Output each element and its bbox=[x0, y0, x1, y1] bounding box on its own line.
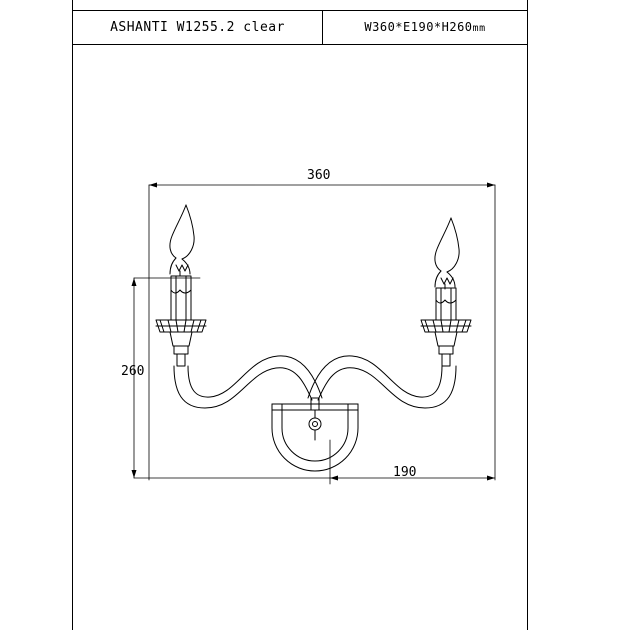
right-candle-assembly bbox=[421, 218, 471, 366]
height-dimension-label: 260 bbox=[121, 364, 145, 379]
center-backplate bbox=[272, 398, 358, 471]
left-candle-assembly bbox=[156, 205, 206, 366]
dimensions-unit: mm bbox=[472, 23, 486, 34]
model-name-cell: ASHANTI W1255.2 clear bbox=[110, 20, 285, 35]
dimensions-code: W360*E190*H260 bbox=[364, 20, 473, 34]
depth-dimension-label: 190 bbox=[393, 465, 417, 480]
dimension-lines bbox=[132, 183, 496, 485]
curved-arms bbox=[174, 356, 456, 408]
width-dimension-label: 360 bbox=[307, 168, 331, 183]
